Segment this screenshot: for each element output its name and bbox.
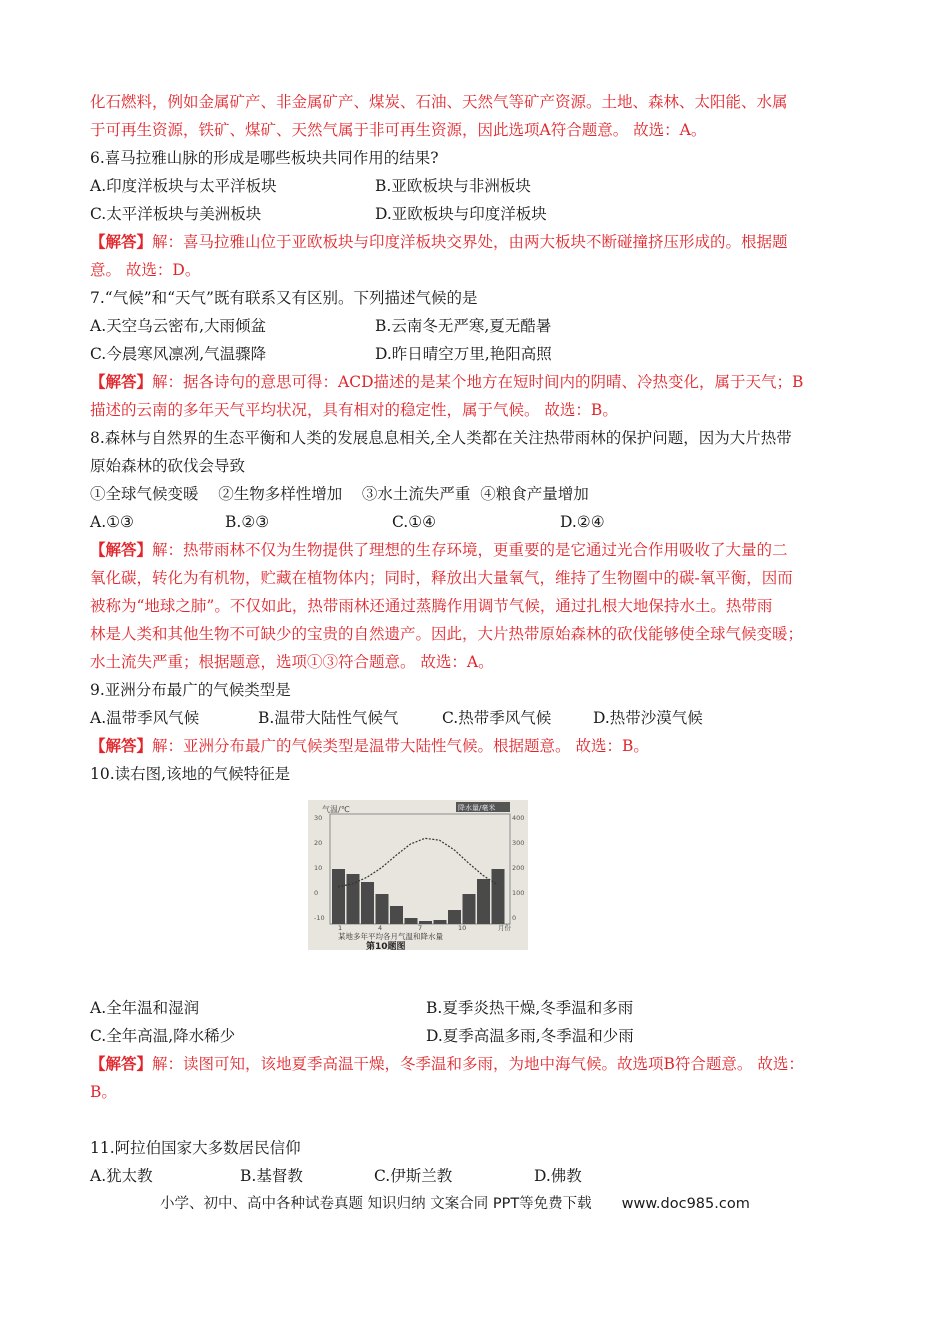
- q10-x-tick: 月份: [498, 924, 511, 932]
- q10-rainfall-bar: [448, 910, 461, 924]
- q8-stem-line2: 原始森林的砍伐会导致: [90, 457, 246, 475]
- q10-left-tick: 10: [314, 864, 323, 872]
- q11-stem: 11.阿拉伯国家大多数居民信仰: [90, 1139, 301, 1157]
- q9-option-d: D.热带沙漠气候: [593, 709, 703, 727]
- q9-answer-text: 解：亚洲分布最广的气候类型是温带大陆性气候。根据题意。 故选：B。: [152, 737, 649, 755]
- q10-right-tick: 0: [512, 914, 517, 922]
- q10-left-tick: 20: [314, 839, 323, 847]
- q8-answer-tag: 【解答】: [90, 540, 153, 559]
- q6-stem: 6.喜马拉雅山脉的形成是哪些板块共同作用的结果?: [90, 149, 439, 167]
- q9-stem: 9.亚洲分布最广的气候类型是: [90, 681, 291, 699]
- q8-stem-line1: 8.森林与自然界的生态平衡和人类的发展息息相关,全人类都在关注热带雨林的保护问题，因为大片热带: [90, 429, 792, 447]
- q6-option-b: B.亚欧板块与非洲板块: [375, 177, 531, 195]
- q8-items: ①全球气候变暖 ②生物多样性增加 ③水土流失严重 ④粮食产量增加: [90, 485, 589, 503]
- q10-left-tick: -10: [314, 914, 325, 922]
- carry-answer-line2: 于可再生资源，铁矿、煤矿、天然气属于非可再生资源，因此选项A符合题意。 故选：A。: [90, 121, 707, 139]
- q7-option-c: C.今晨寒风凛冽,气温骤降: [90, 345, 267, 363]
- q8-answer-line2: 氧化碳，转化为有机物，贮藏在植物体内；同时，释放出大量氧气，维持了生物圈中的碳-氧平衡，因而: [90, 569, 793, 587]
- q7-answer-line2: 描述的云南的多年天气平均状况，具有相对的稳定性，属于气候。 故选：B。: [90, 401, 618, 419]
- q7-stem: 7.“气候”和“天气”既有联系又有区别。下列描述气候的是: [90, 289, 478, 307]
- q10-rainfall-bar: [332, 869, 345, 924]
- q7-option-b: B.云南冬无严寒,夏无酷暑: [375, 317, 552, 335]
- q8-option-d: D.②④: [560, 513, 605, 531]
- q8-option-c: C.①④: [392, 513, 437, 531]
- q10-answer-line2: B。: [90, 1083, 117, 1101]
- q10-x-tick: 1: [338, 924, 343, 932]
- q10-right-axis-label: 降水量/毫米: [458, 804, 496, 812]
- footer-url[interactable]: www.doc985.com: [621, 1196, 750, 1212]
- q6-answer-tag: 【解答】: [90, 232, 153, 251]
- q10-option-c: C.全年高温,降水稀少: [90, 1027, 236, 1045]
- q6-answer-text: 解：喜马拉雅山位于亚欧板块与印度洋板块交界处，由两大板块不断碰撞挤压形成的。根据题: [152, 233, 788, 251]
- footer-text: 小学、初中、高中各种试卷真题 知识归纳 文案合同 PPT等免费下载: [160, 1196, 592, 1212]
- q9-answer-tag: 【解答】: [90, 736, 153, 755]
- q9-option-a: A.温带季风气候: [90, 709, 200, 727]
- q8-answer-text: 解：热带雨林不仅为生物提供了理想的生存环境，更重要的是它通过光合作用吸收了大量的二: [152, 541, 788, 559]
- q10-figure-caption: 某地多年平均各月气温和降水量: [338, 932, 443, 941]
- q10-rainfall-bar: [390, 906, 403, 924]
- q9-option-b: B.温带大陆性气候气: [258, 709, 399, 727]
- q10-rainfall-bar: [376, 894, 389, 924]
- q6-option-a: A.印度洋板块与太平洋板块: [90, 177, 277, 195]
- q8-option-b: B.②③: [225, 513, 270, 531]
- q6-option-c: C.太平洋板块与美洲板块: [90, 205, 262, 223]
- q8-answer-line1: [90, 540, 788, 560]
- q10-stem: 10.读右图,该地的气候特征是: [90, 765, 291, 783]
- q11-option-c: C.伊斯兰教: [374, 1167, 453, 1185]
- q11-option-d: D.佛教: [534, 1167, 582, 1185]
- q10-rainfall-bar: [347, 874, 360, 924]
- q10-climate-figure: [308, 800, 528, 950]
- q10-left-tick: 0: [314, 889, 319, 897]
- q7-answer-line1: [90, 372, 803, 392]
- q8-answer-line4: 林是人类和其他生物不可缺少的宝贵的自然遗产。因此，大片热带原始森林的砍伐能够使全球气候变暖；: [90, 625, 804, 643]
- q10-figure-label: 第10题图: [366, 942, 406, 950]
- q6-answer-line2: 意。 故选：D。: [90, 261, 201, 279]
- q10-right-tick: 400: [512, 814, 525, 822]
- q10-rainfall-bar: [477, 879, 490, 924]
- q10-option-d: D.夏季高温多雨,冬季温和少雨: [426, 1027, 634, 1045]
- q7-option-d: D.昨日晴空万里,艳阳高照: [375, 345, 552, 363]
- q8-answer-line3: 被称为“地球之肺”。不仅如此，热带雨林还通过蒸腾作用调节气候，通过扎根大地保持水土。热带雨: [90, 597, 773, 615]
- q10-rainfall-bar: [463, 894, 476, 924]
- q10-answer-tag: 【解答】: [90, 1054, 153, 1073]
- q10-rainfall-bar: [405, 918, 418, 924]
- q9-answer-line1: [90, 736, 649, 756]
- q9-option-c: C.热带季风气候: [442, 709, 552, 727]
- q10-answer-line1: [90, 1054, 804, 1074]
- q8-answer-line5: 水土流失严重；根据题意，选项①③符合题意。 故选：A。: [90, 653, 494, 671]
- q6-answer-line1: [90, 232, 788, 252]
- q10-climate-chart: [308, 800, 528, 950]
- q11-option-b: B.基督教: [240, 1167, 303, 1185]
- q6-option-d: D.亚欧板块与印度洋板块: [375, 205, 547, 223]
- q10-answer-text: 解：读图可知，该地夏季高温干燥，冬季温和多雨，为地中海气候。故选项B符合题意。 故选：: [152, 1055, 804, 1073]
- footer: [160, 1192, 750, 1213]
- q10-right-tick: 200: [512, 864, 525, 872]
- q10-right-tick: 300: [512, 839, 525, 847]
- q10-rainfall-bar: [361, 882, 374, 924]
- q10-option-b: B.夏季炎热干燥,冬季温和多雨: [426, 999, 634, 1017]
- q7-answer-tag: 【解答】: [90, 372, 153, 391]
- q7-answer-text: 解：据各诗句的意思可得：ACD描述的是某个地方在短时间内的阴晴、冷热变化，属于天气；B: [152, 373, 804, 391]
- q10-right-tick: 100: [512, 889, 525, 897]
- q11-option-a: A.犹太教: [90, 1167, 153, 1185]
- q7-option-a: A.天空乌云密布,大雨倾盆: [90, 317, 267, 335]
- q10-left-axis-label: 气温/℃: [322, 805, 350, 814]
- carry-answer-line1: 化石燃料，例如金属矿产、非金属矿产、煤炭、石油、天然气等矿产资源。土地、森林、太阳能、水属: [90, 93, 788, 111]
- q10-left-tick: 30: [314, 814, 323, 822]
- q10-rainfall-bar: [434, 920, 447, 924]
- q8-option-a: A.①③: [90, 513, 134, 531]
- q10-x-tick: 7: [418, 924, 423, 932]
- q10-option-a: A.全年温和湿润: [90, 999, 200, 1017]
- q10-x-tick: 10: [458, 924, 467, 932]
- q10-x-tick: 4: [378, 924, 383, 932]
- q10-rainfall-bar: [492, 869, 505, 924]
